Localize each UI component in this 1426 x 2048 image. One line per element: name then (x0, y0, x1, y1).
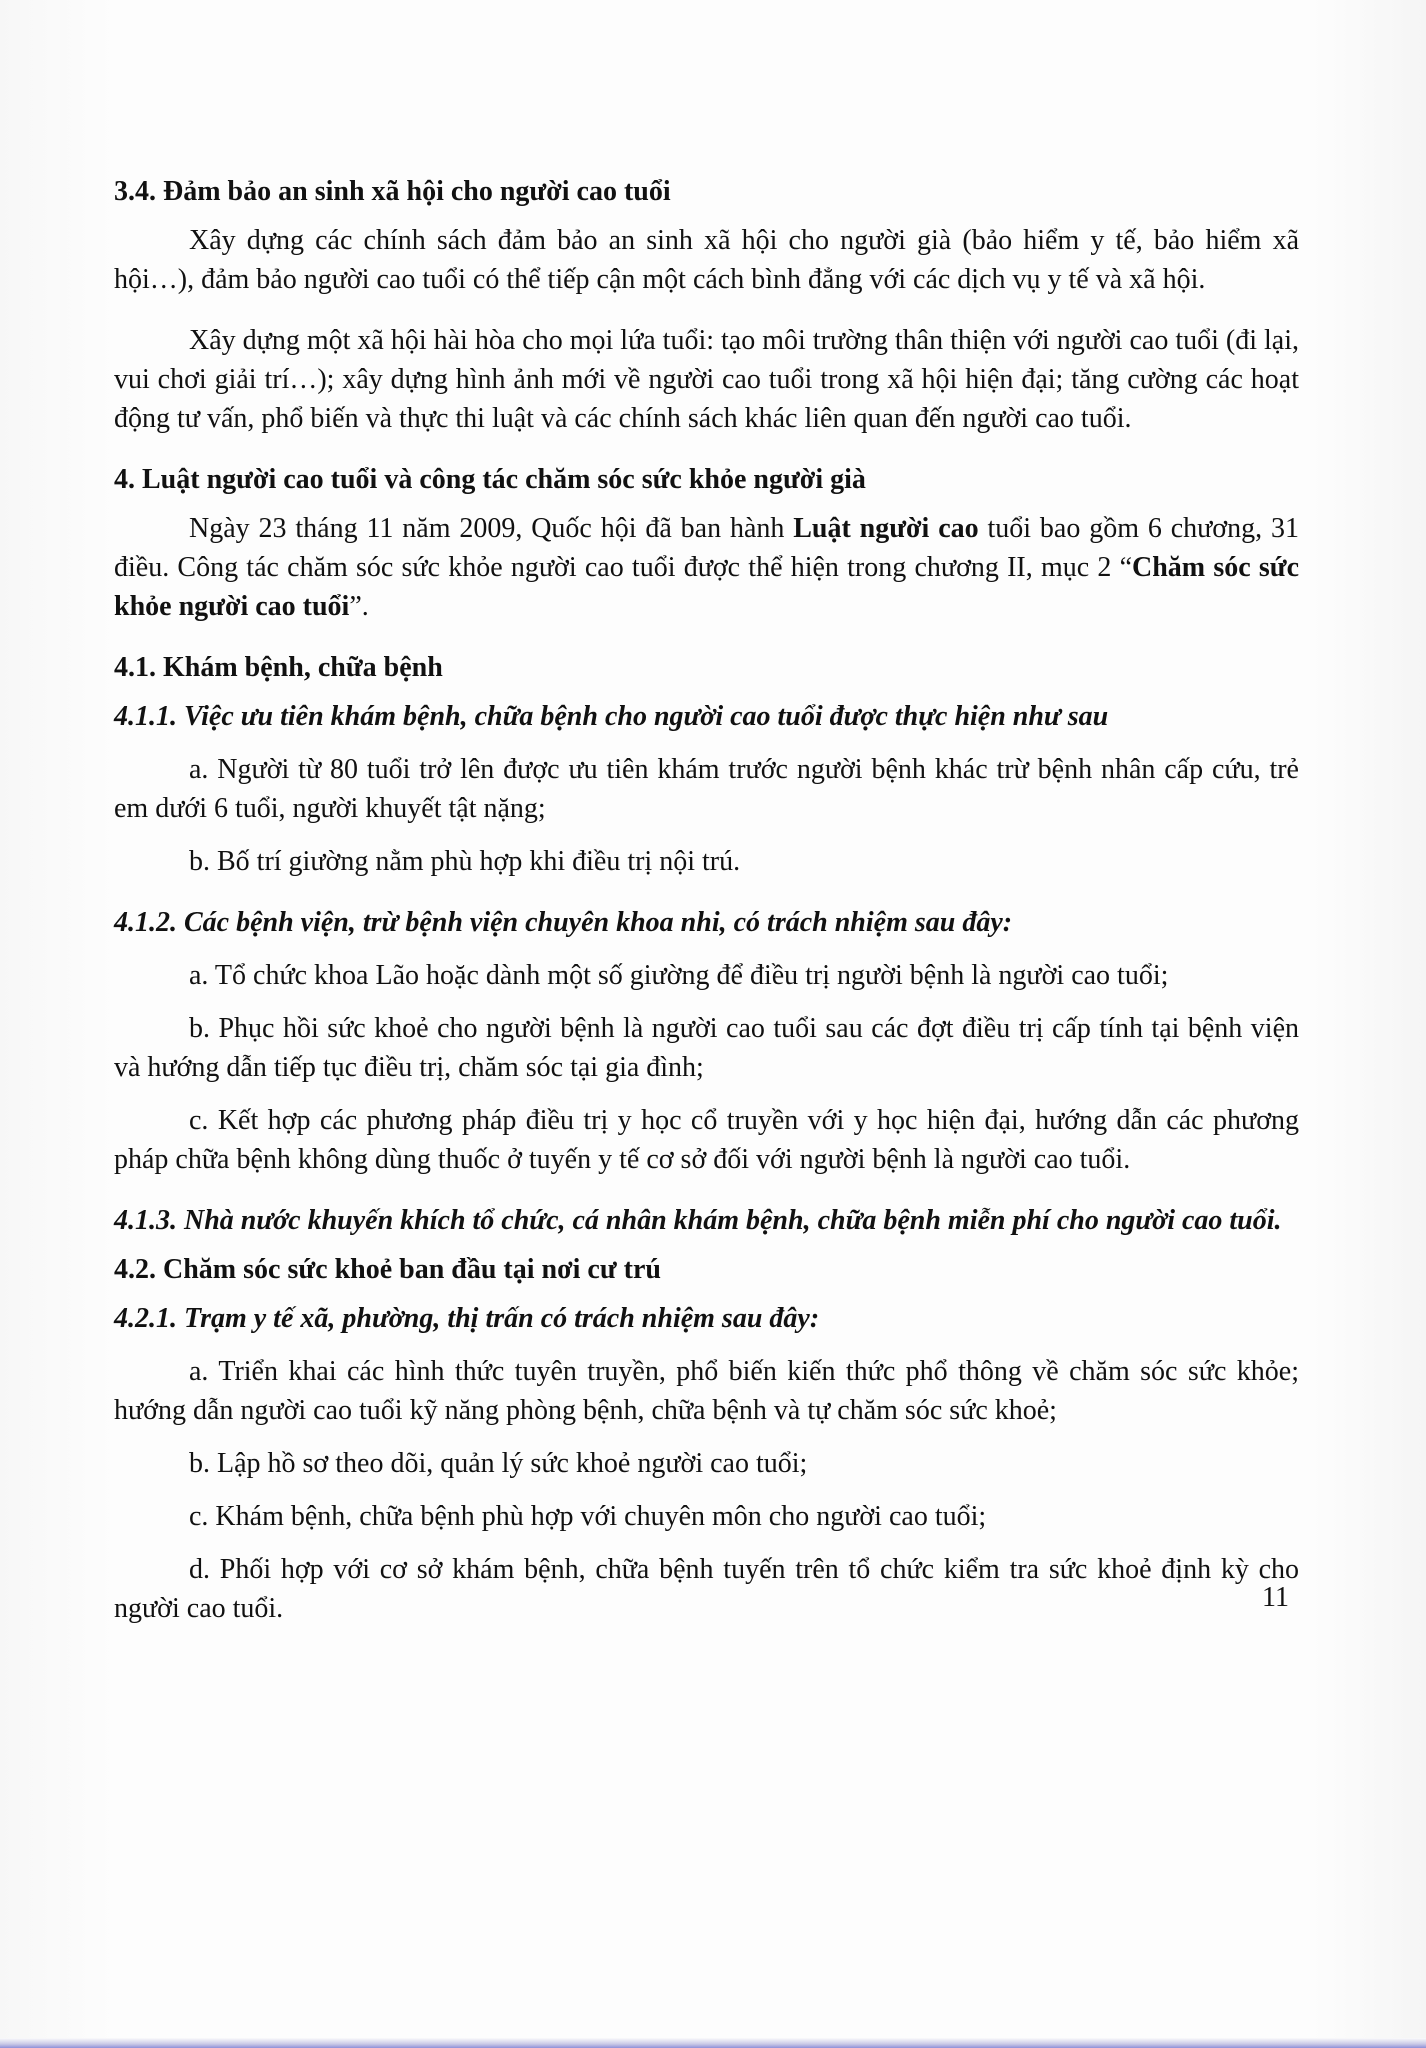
paragraph (114, 509, 1299, 626)
list-item: b. Lập hồ sơ theo dõi, quản lý sức khoẻ người cao tuổi; (189, 1448, 808, 1479)
text-run: ”. (349, 591, 369, 622)
section-heading-3-4: 3.4. Đảm bảo an sinh xã hội cho người cao tuổi (114, 176, 671, 207)
list-item: c. Khám bệnh, chữa bệnh phù hợp với chuyên môn cho người cao tuổi; (189, 1501, 987, 1532)
section-heading-4-1: 4.1. Khám bệnh, chữa bệnh (114, 652, 443, 683)
subsection-heading-4-2-1: 4.2.1. Trạm y tế xã, phường, thị trấn có trách nhiệm sau đây: (114, 1303, 820, 1334)
subsection-heading-4-1-1: 4.1.1. Việc ưu tiên khám bệnh, chữa bệnh cho người cao tuổi được thực hiện như sau (114, 701, 1109, 732)
chapter-title: Chăm sóc sức khỏe người cao tuổi (114, 552, 1299, 622)
text-run: Ngày 23 tháng 11 năm 2009, Quốc hội đã ban hành (189, 513, 794, 544)
document-body (114, 172, 1299, 1628)
section-heading-4: 4. Luật người cao tuổi và công tác chăm sóc sức khỏe người già (114, 464, 866, 495)
subsection-heading-4-1-2: 4.1.2. Các bệnh viện, trừ bệnh viện chuyên khoa nhi, có trách nhiệm sau đây: (114, 907, 1013, 938)
page-number: 11 (1262, 1582, 1289, 1613)
text-run: tuổi bao gồm 6 chương, 31 điều. Công tác chăm sóc sức khỏe người cao tuổi được thể hiện trong chương II, mục 2 “ (114, 513, 1299, 583)
list-item: b. Phục hồi sức khoẻ cho người bệnh là người cao tuổi sau các đợt điều trị cấp tính tại bệnh viện và hướng dẫn tiếp tục điều trị, chăm sóc tại gia đình; (114, 1013, 1299, 1083)
list-item: b. Bố trí giường nằm phù hợp khi điều trị nội trú. (189, 846, 741, 877)
list-item: d. Phối hợp với cơ sở khám bệnh, chữa bệnh tuyến trên tổ chức kiểm tra sức khoẻ định kỳ cho người cao tuổi. (114, 1554, 1299, 1624)
page-bottom-edge (0, 2038, 1426, 2048)
subsection-heading-4-1-3: 4.1.3. Nhà nước khuyến khích tổ chức, cá nhân khám bệnh, chữa bệnh miễn phí cho người cao tuổi. (114, 1205, 1282, 1236)
paragraph: Xây dựng một xã hội hài hòa cho mọi lứa tuổi: tạo môi trường thân thiện với người cao tuổi (đi lại, vui chơi giải trí…); xây dựng hình ảnh mới về người cao tuổi trong xã hội hiện đại; tăng cường các hoạt động tư vấn, phổ biến và thực thi luật và các chính sách khác liên quan đến người cao tuổi. (114, 325, 1299, 434)
paragraph: Xây dựng các chính sách đảm bảo an sinh xã hội cho người già (bảo hiểm y tế, bảo hiểm xã hội…), đảm bảo người cao tuổi có thể tiếp cận một cách bình đẳng với các dịch vụ y tế và xã hội. (114, 225, 1299, 295)
list-item: a. Người từ 80 tuổi trở lên được ưu tiên khám trước người bệnh khác trừ bệnh nhân cấp cứu, trẻ em dưới 6 tuổi, người khuyết tật nặng; (114, 754, 1299, 824)
list-item: c. Kết hợp các phương pháp điều trị y học cổ truyền với y học hiện đại, hướng dẫn các phương pháp chữa bệnh không dùng thuốc ở tuyến y tế cơ sở đối với người bệnh là người cao tuổi. (114, 1105, 1299, 1175)
list-item: a. Triển khai các hình thức tuyên truyền, phổ biến kiến thức phổ thông về chăm sóc sức khỏe; hướng dẫn người cao tuổi kỹ năng phòng bệnh, chữa bệnh và tự chăm sóc sức khoẻ; (114, 1356, 1299, 1426)
list-item: a. Tổ chức khoa Lão hoặc dành một số giường để điều trị người bệnh là người cao tuổi; (189, 960, 1169, 991)
law-name: Luật người cao (793, 513, 979, 544)
section-heading-4-2: 4.2. Chăm sóc sức khoẻ ban đầu tại nơi cư trú (114, 1254, 661, 1285)
